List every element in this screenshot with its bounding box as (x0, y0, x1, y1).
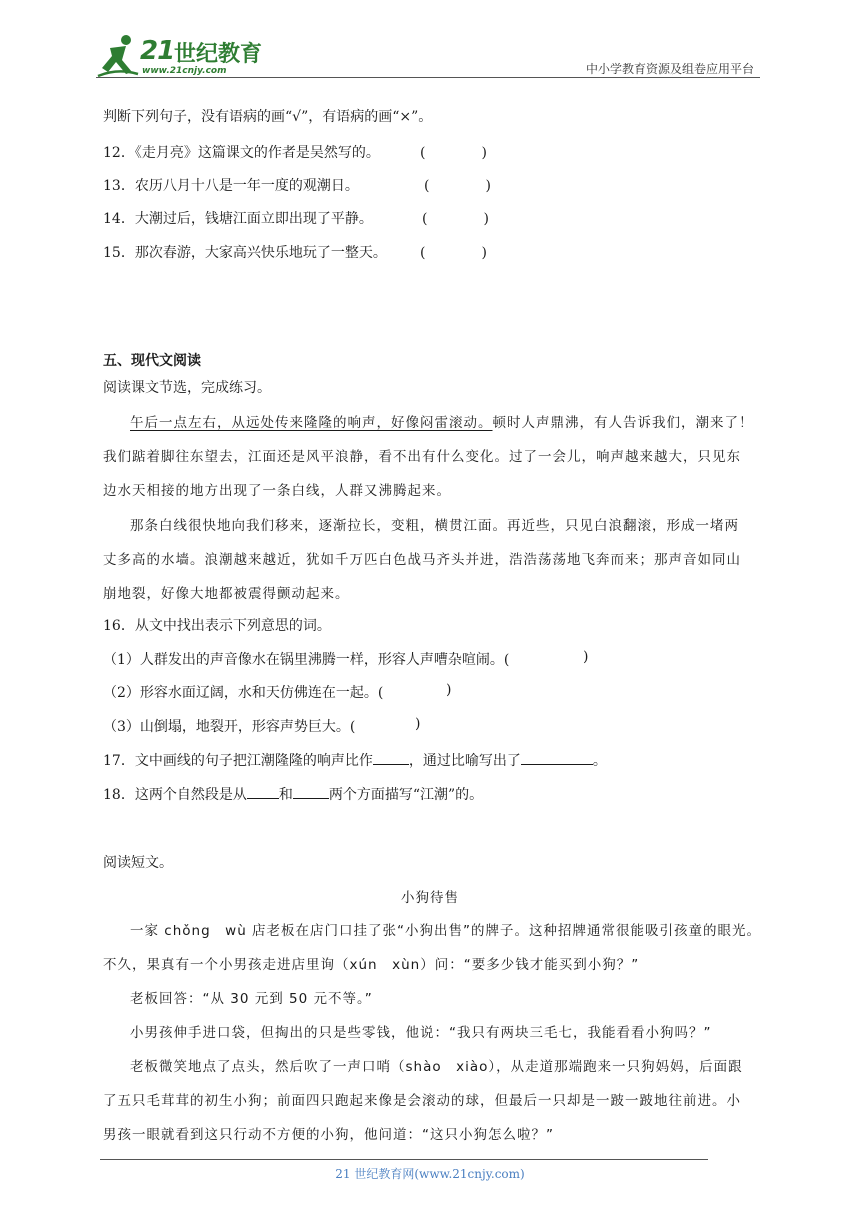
story-line-4: 小男孩伸手进口袋，但掏出的只是些零钱，他说：“我只有两块三毛七，我能看看小狗吗？” (130, 1025, 712, 1041)
passage-para2-line2: 丈多高的水墙。浪潮越来越近，犹如千万匹白色战马齐头并进，浩浩荡荡地飞奔而来；那声音如同山 (103, 552, 741, 568)
question-text: 农历八月十八是一年一度的观潮日。 (134, 178, 359, 194)
story-line-2: 不久，果真有一个小男孩走进店里询（xún xùn）问：“要多少钱才能买到小狗？” (103, 957, 640, 973)
passage-para2-line1: 那条白线很快地向我们移来，逐渐拉长，变粗，横贯江面。再近些，只见白浪翻滚，形成一堵两 (130, 518, 739, 534)
answer-paren-14: ( ) (422, 211, 489, 227)
footer-text[interactable]: 21 世纪教育网(www.21cnjy.com) (335, 1167, 525, 1181)
site-logo (96, 32, 266, 80)
story-line-5: 老板微笑地点了点头，然后吹了一声口哨（shào xiào），从走道那端跑来一只狗妈妈，后面跟 (130, 1059, 743, 1075)
passage-para1-line1: 午后一点左右，从远处传来隆隆的响声，好像闷雷滚动。顿时人声鼎沸，有人告诉我们，潮来了！ (130, 415, 754, 431)
header-divider (96, 77, 760, 78)
logo-number: 21 (140, 36, 175, 66)
question-14 (103, 208, 373, 228)
answer-blank[interactable] (247, 784, 279, 799)
passage-para2-line3: 崩地裂，好像大地都被震得颤动起来。 (103, 586, 350, 602)
story-line-6: 了五只毛茸茸的初生小狗；前面四只跑起来像是会滚动的球，但最后一只却是一跛一跛地往前进。小 (103, 1093, 741, 1109)
question-16: 16．从文中找出表示下列意思的词。 (103, 618, 331, 634)
question-18: 18．这两个自然段是从 和 两个方面描写“江潮”的。 (103, 784, 483, 804)
question-13 (103, 175, 359, 195)
logo-url: www.21cnjy.com (142, 66, 227, 76)
section5-title: 五、现代文阅读 (103, 353, 201, 369)
answer-paren-13: ( ) (424, 178, 491, 194)
question-16-3: （3）山倒塌，地裂开，形容声势巨大。( (103, 719, 356, 735)
question-12 (103, 142, 380, 162)
logo-text: 世纪教育 (174, 42, 263, 67)
underlined-sentence: 午后一点左右，从远处传来隆隆的响声，好像闷雷滚动。 (130, 415, 493, 431)
story-line-3: 老板回答：“从 30 元到 50 元不等。” (130, 991, 373, 1007)
footer-divider (100, 1159, 708, 1160)
question-text: 《走月亮》这篇课文的作者是吴然写的。 (134, 145, 380, 161)
runner-logo-icon (96, 32, 140, 78)
reading2-intro: 阅读短文。 (103, 855, 173, 871)
section5-intro: 阅读课文节选，完成练习。 (103, 380, 271, 396)
answer-close-16-3: ) (415, 716, 421, 732)
story-line-7: 男孩一眼就看到这只行动不方便的小狗，他问道：“这只小狗怎么啦？” (103, 1127, 554, 1143)
question-number: 12． (103, 145, 135, 161)
answer-close-16-1: ) (583, 649, 589, 665)
answer-close-16-2: ) (446, 682, 452, 698)
section4-instruction: 判断下列句子，没有语病的画“√”，有语病的画“×”。 (103, 109, 433, 125)
passage-para1-line3: 边水天相接的地方出现了一条白线，人群又沸腾起来。 (103, 483, 451, 499)
answer-blank[interactable] (293, 784, 329, 799)
question-16-1: （1）人群发出的声音像水在锅里沸腾一样，形容人声嘈杂喧闹。( (103, 652, 510, 668)
story-title: 小狗待售 (401, 890, 459, 906)
question-number: 13． (103, 178, 135, 194)
story-line-1: 一家 chǒng wù 店老板在店门口挂了张“小狗出售”的牌子。这种招牌通常很能吸引孩童的眼光。 (130, 923, 762, 939)
passage-para1-line2: 我们踮着脚往东望去，江面还是风平浪静，看不出有什么变化。过了一会儿，响声越来越大，只见东 (103, 449, 741, 465)
answer-paren-12: ( ) (420, 145, 487, 161)
question-15 (103, 242, 387, 262)
question-text: 大潮过后，钱塘江面立即出现了平静。 (134, 211, 373, 227)
answer-paren-15: ( ) (420, 245, 487, 261)
question-text: 那次春游，大家高兴快乐地玩了一整天。 (134, 245, 387, 261)
answer-blank[interactable] (373, 750, 409, 765)
question-number: 14． (103, 211, 135, 227)
question-17: 17．文中画线的句子把江潮隆隆的响声比作 ，通过比喻写出了 。 (103, 750, 607, 770)
answer-blank[interactable] (521, 750, 593, 765)
question-16-2: （2）形容水面辽阔，水和天仿佛连在一起。( (103, 685, 384, 701)
question-number: 15． (103, 245, 135, 261)
header-platform-text: 中小学教育资源及组卷应用平台 (585, 62, 754, 76)
